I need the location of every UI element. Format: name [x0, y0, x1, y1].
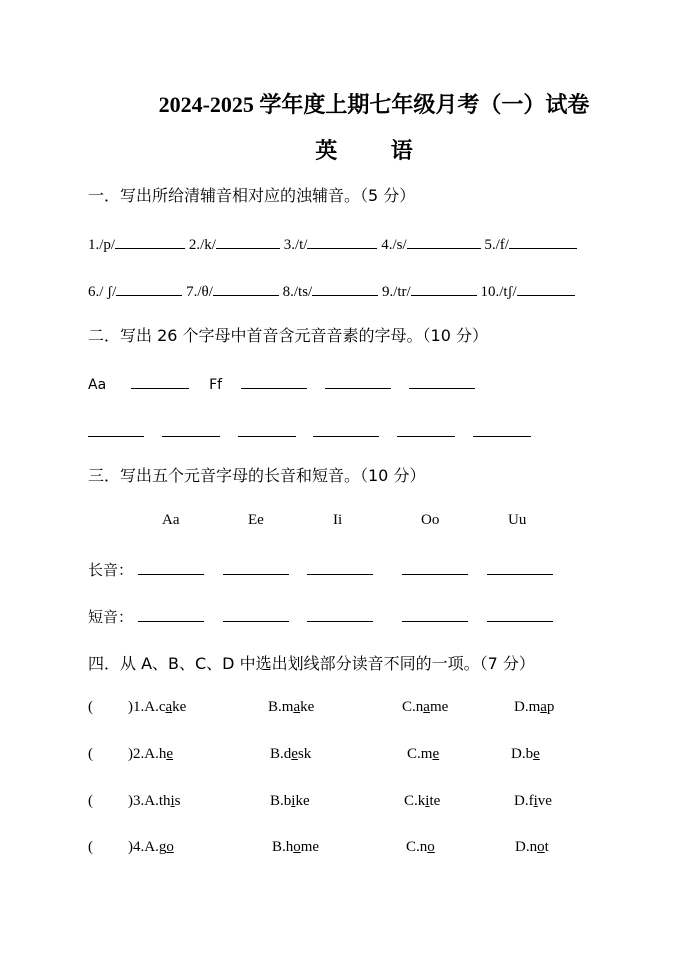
answer-blank[interactable] [313, 420, 379, 437]
phoneme-label: 2./k/ [188, 237, 216, 253]
phoneme-label: 8./ts/ [282, 284, 313, 300]
vowel-letter: Ii [333, 512, 343, 528]
option-b[interactable]: B.make [268, 699, 315, 715]
answer-blank[interactable] [487, 605, 553, 622]
answer-blank[interactable] [138, 558, 204, 575]
section2-row1 [88, 372, 475, 393]
answer-blank[interactable] [397, 420, 455, 437]
phoneme-label: 4./s/ [381, 237, 407, 253]
answer-blank[interactable] [131, 372, 189, 389]
section3-heading: 三．写出五个元音字母的长音和短音。（10 分） [88, 466, 426, 485]
section1-row1 [88, 232, 577, 254]
answer-blank[interactable] [407, 232, 481, 249]
section2-row2 [88, 420, 531, 442]
long-sound-label: 长音： [88, 561, 134, 579]
answer-paren[interactable]: ( [88, 746, 93, 762]
phoneme-label: 5./f/ [484, 237, 509, 253]
answer-blank[interactable] [116, 279, 182, 296]
answer-blank[interactable] [223, 605, 289, 622]
answer-blank[interactable] [307, 232, 377, 249]
subject-title: 英 语 [315, 138, 437, 163]
answer-blank[interactable] [238, 420, 296, 437]
answer-blank[interactable] [213, 279, 279, 296]
vowel-letter: Oo [421, 512, 440, 528]
answer-blank[interactable] [241, 372, 307, 389]
option-d[interactable]: D.map [514, 699, 555, 715]
answer-blank[interactable] [223, 558, 289, 575]
letter-label: Ff [209, 377, 223, 393]
option-d[interactable]: D.five [514, 793, 552, 809]
section1-row2 [88, 279, 575, 301]
answer-blank[interactable] [325, 372, 391, 389]
question-item: )2.A.he [128, 746, 173, 762]
phoneme-label: 1./p/ [88, 237, 116, 253]
vowel-letter: Ee [248, 512, 264, 528]
option-c[interactable]: C.name [402, 699, 449, 715]
section1-heading: 一．写出所给清辅音相对应的浊辅音。（5 分） [88, 186, 416, 205]
vowel-letter: Aa [162, 512, 180, 528]
vowel-letter: Uu [508, 512, 527, 528]
question-item: )4.A.go [128, 839, 174, 855]
letter-label: Aa [88, 377, 107, 393]
short-sound-row [88, 605, 553, 627]
question-item: )3.A.this [128, 793, 181, 809]
option-b[interactable]: B.bike [270, 793, 310, 809]
answer-blank[interactable] [162, 420, 220, 437]
answer-paren[interactable]: ( [88, 839, 93, 855]
answer-paren[interactable]: ( [88, 793, 93, 809]
option-c[interactable]: C.no [406, 839, 435, 855]
answer-blank[interactable] [487, 558, 553, 575]
option-b[interactable]: B.home [272, 839, 320, 855]
phoneme-label: 10./tʃ/ [480, 284, 517, 300]
answer-blank[interactable] [312, 279, 378, 296]
option-c[interactable]: C.me [407, 746, 440, 762]
phoneme-label: 6./ ʃ/ [88, 284, 117, 300]
answer-blank[interactable] [138, 605, 204, 622]
answer-blank[interactable] [216, 232, 280, 249]
answer-blank[interactable] [517, 279, 575, 296]
section2-heading: 二．写出 26 个字母中首音含元音音素的字母。（10 分） [88, 326, 488, 345]
long-sound-row [88, 558, 553, 580]
phoneme-label: 7./θ/ [186, 284, 213, 300]
question-item: )1.A.cake [128, 699, 187, 715]
phoneme-label: 3./t/ [283, 237, 308, 253]
option-c[interactable]: C.kite [404, 793, 441, 809]
answer-blank[interactable] [307, 605, 373, 622]
section4-heading: 四．从 A、B、C、D 中选出划线部分读音不同的一项。（7 分） [88, 654, 535, 673]
option-b[interactable]: B.desk [270, 746, 312, 762]
answer-blank[interactable] [509, 232, 577, 249]
answer-blank[interactable] [88, 420, 144, 437]
option-d[interactable]: D.be [511, 746, 540, 762]
answer-blank[interactable] [115, 232, 185, 249]
answer-blank[interactable] [473, 420, 531, 437]
answer-blank[interactable] [409, 372, 475, 389]
phoneme-label: 9./tr/ [381, 284, 411, 300]
answer-blank[interactable] [402, 605, 468, 622]
answer-paren[interactable]: ( [88, 699, 93, 715]
option-d[interactable]: D.not [515, 839, 549, 855]
answer-blank[interactable] [307, 558, 373, 575]
short-sound-label: 短音： [88, 608, 134, 626]
answer-blank[interactable] [411, 279, 477, 296]
answer-blank[interactable] [402, 558, 468, 575]
page-title: 2024-2025 学年度上期七年级月考（一）试卷 [158, 92, 590, 117]
